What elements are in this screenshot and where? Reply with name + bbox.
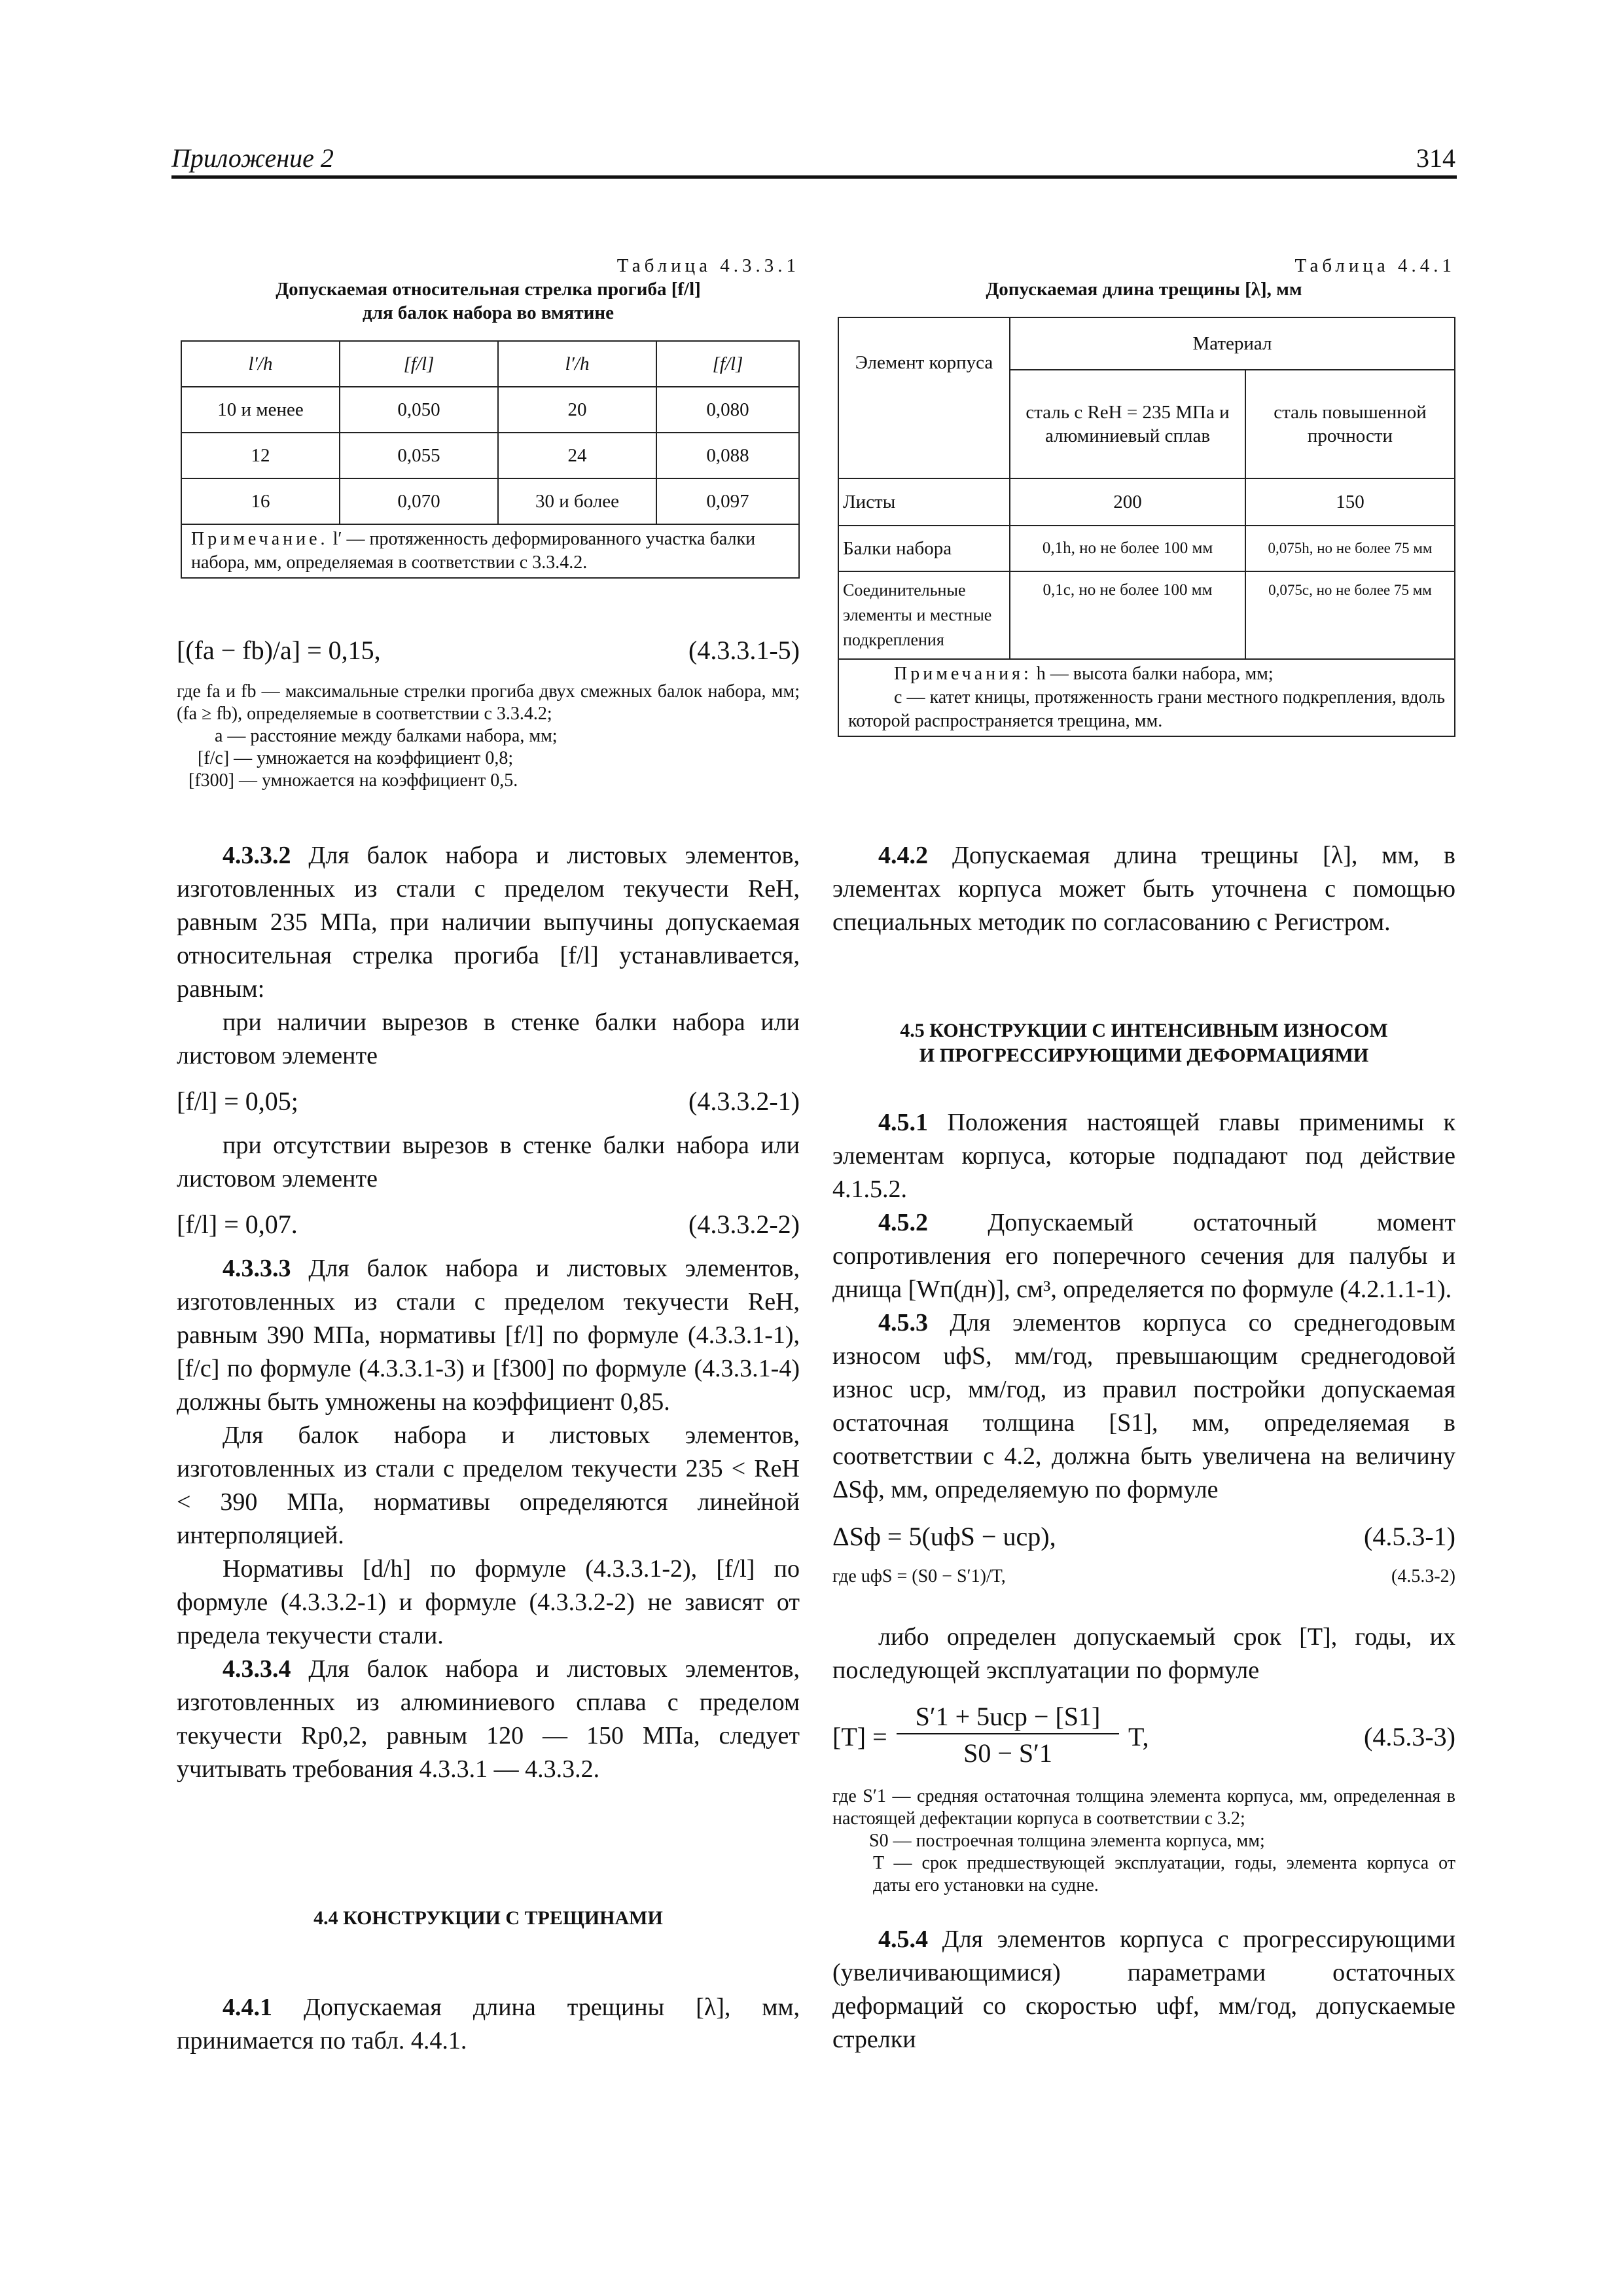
table-header-cell: Элемент корпуса <box>838 317 1010 478</box>
formula-lhs: [T] = <box>832 1722 887 1751</box>
formula-4331-5 <box>177 634 800 667</box>
table-cell: 12 <box>181 433 340 478</box>
where-item: [f300] — умножается на коэффициент 0,5. <box>188 770 518 791</box>
note-label: Примечание. <box>191 529 329 549</box>
where-item: S0 — построечная толщина элемента корпуса, мм; <box>869 1831 1265 1851</box>
where-item: T — срок предшествующей эксплуатации, годы, элемента корпуса от даты его установки на судне. <box>873 1853 1455 1895</box>
paragraph: Нормативы [d/h] по формуле (4.3.3.1-2), [f/l] по формуле (4.3.3.2-1) и формуле (4.3.3.2-2) не зависят от предела текучести стали. <box>177 1555 800 1649</box>
section-title-line: И ПРОГРЕССИРУЮЩИМИ ДЕФОРМАЦИЯМИ <box>919 1045 1369 1066</box>
table-cell: 20 <box>498 387 656 433</box>
table-header-cell: Материал <box>1010 317 1455 370</box>
table-row <box>181 387 799 433</box>
clause-number: 4.4.1 <box>223 1994 272 2021</box>
table-cell: 0,070 <box>340 478 498 524</box>
paragraph-451 <box>832 1106 1455 1206</box>
table-cell: 0,088 <box>656 433 799 478</box>
formula-number: (4.5.3-1) <box>1364 1522 1455 1551</box>
table-note <box>838 659 1455 736</box>
table-header-cell: [f/l] <box>340 341 498 387</box>
formula-text: [f/l] = 0,07. <box>177 1210 298 1239</box>
table-row <box>838 526 1455 571</box>
table-header-cell: [f/l] <box>656 341 799 387</box>
formula-number: (4.5.3-3) <box>1364 1722 1455 1751</box>
page-number: 314 <box>1416 143 1455 173</box>
paragraph-text: Для балок набора и листовых элементов, изготовленных из стали с пределом текучести ReH, равным 235 МПа, при наличии выпучины допускаемая относительная стрелка прогиба [f/l] устанавливается, равным: <box>177 842 800 1003</box>
where-item: где S′1 — средняя остаточная толщина элемента корпуса, мм, определенная в настоящей дефектации корпуса в соответствии с 3.2; <box>832 1786 1455 1829</box>
clause-number: 4.5.2 <box>878 1209 928 1236</box>
running-header-title: Приложение 2 <box>171 143 334 173</box>
table-title: Допускаемая длина трещины [λ], мм <box>986 279 1302 300</box>
table-cell: 0,050 <box>340 387 498 433</box>
paragraph: при наличии вырезов в стенке балки набора или листовом элементе <box>177 1009 800 1069</box>
paragraph-453 <box>832 1306 1455 1507</box>
table-cell: 150 <box>1245 478 1455 526</box>
paragraph-454 <box>832 1923 1455 2056</box>
section-title-44: 4.4 КОНСТРУКЦИИ С ТРЕЩИНАМИ <box>313 1907 663 1929</box>
clause-number: 4.5.4 <box>878 1926 928 1953</box>
table-cell: 0,075h, но не более 75 мм <box>1245 526 1455 571</box>
table-label: Таблица 4.3.3.1 <box>616 255 800 276</box>
table-cell: 30 и более <box>498 478 656 524</box>
formula-4332-2 <box>177 1208 800 1242</box>
formula-text: [(fa − fb)/a] = 0,15, <box>177 636 381 665</box>
table-header-cell: сталь с ReH = 235 МПа и алюминиевый сплав <box>1010 370 1245 478</box>
table-4331-caption <box>177 254 800 325</box>
formula-number: (4.5.3-2) <box>1391 1566 1455 1587</box>
table-row <box>838 571 1455 659</box>
right-body <box>832 1106 1455 2056</box>
formula-number: (4.3.3.2-1) <box>688 1086 800 1116</box>
paragraph-4332 <box>177 839 800 1006</box>
table-cell: 24 <box>498 433 656 478</box>
formula-4332-1 <box>177 1085 800 1119</box>
table-row <box>181 478 799 524</box>
paragraph-452 <box>832 1206 1455 1306</box>
section-title-45 <box>832 1018 1455 1068</box>
left-body-end <box>177 1991 800 2058</box>
table-label: Таблица 4.4.1 <box>1294 255 1455 276</box>
header-rule <box>171 175 1457 179</box>
note-line: c — катет кницы, протяженность грани местного подкрепления, вдоль которой распространяется трещина, мм. <box>848 687 1445 731</box>
paragraph-4333 <box>177 1252 800 1419</box>
table-cell: 0,097 <box>656 478 799 524</box>
table-441 <box>838 317 1455 737</box>
table-row <box>838 478 1455 526</box>
formula-numerator: S′1 + 5uср − [S1] <box>897 1700 1119 1734</box>
table-header-cell: l′/h <box>181 341 340 387</box>
formula-text: [f/l] = 0,05; <box>177 1086 298 1116</box>
table-note <box>181 524 799 578</box>
table-row <box>181 433 799 478</box>
paragraph-text: Положения настоящей главы применимы к элементам корпуса, которые подпадают под действие 4.1.5.2. <box>832 1109 1455 1203</box>
table-4331 <box>181 340 800 579</box>
paragraph-text: Для элементов корпуса со среднегодовым износом uфS, мм/год, превышающим среднегодовой износ uср, мм/год, из правил постройки допускаемая остаточная толщина [S1], мм, определяемая в соответствии с 4.2, должна быть увеличена на величину ΔSф, мм, определяемую по формуле <box>832 1309 1455 1503</box>
table-header-cell: сталь повышенной прочности <box>1245 370 1455 478</box>
paragraph: либо определен допускаемый срок [T], годы, их последующей эксплуатации по формуле <box>832 1623 1455 1684</box>
formula-rhs: T, <box>1128 1722 1149 1751</box>
formula-4532 <box>832 1566 1455 1594</box>
table-note-row <box>181 524 799 578</box>
paragraph-text: Допускаемая длина трещины [λ], мм, в элементах корпуса может быть уточнена с помощью специальных методик по согласованию с Регистром. <box>832 842 1455 936</box>
paragraph-text: Допускаемый остаточный момент сопротивления его поперечного сечения для палубы и днища [Wп(дн)], см³, определяется по формуле (4.2.1.1-1). <box>832 1209 1455 1303</box>
table-cell: 0,1c, но не более 100 мм <box>1010 571 1245 659</box>
table-cell: 10 и менее <box>181 387 340 433</box>
table-cell: Соединительные элементы и местные подкрепления <box>838 571 1010 659</box>
paragraph-text: Допускаемая длина трещины [λ], мм, принимается по табл. 4.4.1. <box>177 1994 800 2054</box>
table-cell: 0,080 <box>656 387 799 433</box>
paragraph-442 <box>832 839 1455 939</box>
formula-number: (4.3.3.1-5) <box>688 636 800 665</box>
paragraph: Для балок набора и листовых элементов, изготовленных из стали с пределом текучести 235 < ReH < 390 МПа, нормативы определяются линейной интерполяцией. <box>177 1422 800 1549</box>
clause-number: 4.4.2 <box>878 842 928 869</box>
note-text: h — высота балки набора, мм; <box>1036 664 1274 684</box>
note-text: l′ — протяженность деформированного участка балки набора, мм, определяемая в соответствии с 3.3.4.2. <box>191 529 756 573</box>
table-cell: Балки набора <box>838 526 1010 571</box>
clause-number: 4.5.3 <box>878 1309 928 1336</box>
table-note-row <box>838 659 1455 736</box>
section-title-line: 4.5 КОНСТРУКЦИИ С ИНТЕНСИВНЫМ ИЗНОСОМ <box>900 1020 1388 1041</box>
table-cell: 200 <box>1010 478 1245 526</box>
table-header-row <box>838 317 1455 370</box>
formula-4531 <box>832 1520 1455 1554</box>
table-cell: Листы <box>838 478 1010 526</box>
table-title: для балок набора во вмятине <box>363 302 614 323</box>
formula-4533 <box>832 1700 1455 1774</box>
clause-number: 4.5.1 <box>878 1109 928 1136</box>
formula-text: ΔSф = 5(uфS − uср), <box>832 1522 1056 1551</box>
paragraph-text: Для балок набора и листовых элементов, изготовленных из алюминиевого сплава с пределом текучести Rp0,2, равным 120 — 150 МПа, следует учитывать требования 4.3.3.1 — 4.3.3.2. <box>177 1655 800 1783</box>
formula-denominator: S0 − S′1 <box>963 1738 1052 1768</box>
table-header-row <box>181 341 799 387</box>
where-block-right <box>832 1785 1455 1897</box>
formula-number: (4.3.3.2-2) <box>688 1210 800 1239</box>
table-cell: 0,1h, но не более 100 мм <box>1010 526 1245 571</box>
clause-number: 4.3.3.2 <box>223 842 291 869</box>
table-header-cell: l′/h <box>498 341 656 387</box>
table-cell: 0,075c, но не более 75 мм <box>1245 571 1455 659</box>
table-441-caption <box>832 254 1455 301</box>
right-body-top <box>832 839 1455 939</box>
table-cell: 0,055 <box>340 433 498 478</box>
where-block-left <box>177 681 800 792</box>
table-cell: 16 <box>181 478 340 524</box>
left-body <box>177 839 800 1786</box>
note-line <box>848 662 1445 686</box>
paragraph-441 <box>177 1991 800 2058</box>
formula-text: где uфS = (S0 − S′1)/T, <box>832 1566 1006 1587</box>
table-title: Допускаемая относительная стрелка прогиба [f/l] <box>276 279 701 300</box>
paragraph: при отсутствии вырезов в стенке балки набора или листовом элементе <box>177 1132 800 1193</box>
paragraph-text: Для элементов корпуса с прогрессирующими (увеличивающимися) параметрами остаточных деформаций со скоростью uфf, мм/год, допускаемые стрелки <box>832 1926 1455 2053</box>
clause-number: 4.3.3.4 <box>223 1655 291 1683</box>
where-item: [f/c] — умножается на коэффициент 0,8; <box>198 748 514 768</box>
paragraph-4334 <box>177 1653 800 1786</box>
paragraph-text: Для балок набора и листовых элементов, изготовленных из стали с пределом текучести ReH, равным 390 МПа, нормативы [f/l] по формуле (4.3.3.1-1), [f/c] по формуле (4.3.3.1-3) и [f300] по формуле (4.3.3.1-4) должны быть умножены на коэффициент 0,85. <box>177 1255 800 1416</box>
note-label: Примечания: <box>894 664 1032 684</box>
where-item: где fa и fb — максимальные стрелки прогиба двух смежных балок набора, мм; (fa ≥ fb), определяемые в соответствии с 3.3.4.2; <box>177 681 800 724</box>
where-item: a — расстояние между балками набора, мм; <box>215 726 558 746</box>
clause-number: 4.3.3.3 <box>223 1255 291 1282</box>
